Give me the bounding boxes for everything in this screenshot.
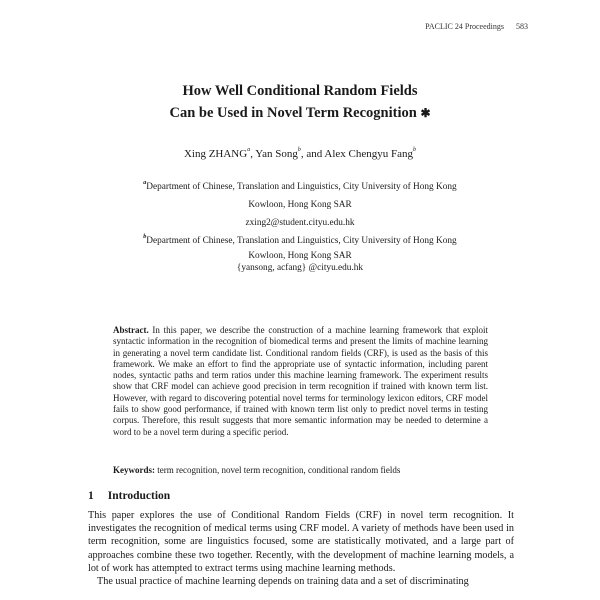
running-header: [415, 22, 528, 31]
page-number: 583: [516, 22, 528, 31]
author-separator: , and: [300, 148, 325, 160]
title-line-2-text: Can be Used in Novel Term Recognition: [169, 105, 417, 121]
keywords-label: Keywords:: [113, 465, 155, 475]
author-name: Alex Chengyu Fang: [324, 148, 414, 160]
keywords: [113, 465, 493, 475]
affiliation-b-dept: [0, 234, 600, 246]
title-line-1: How Well Conditional Random Fields: [182, 83, 418, 99]
keywords-text: term recognition, novel term recognition, conditional random fields: [155, 465, 401, 475]
body-text: [88, 509, 514, 588]
section-heading: [88, 490, 170, 502]
affiliation-mark: b: [143, 234, 147, 240]
affiliation-a-city: Kowloon, Hong Kong SAR: [248, 200, 352, 210]
affiliation-mark: a: [143, 180, 147, 186]
author-mark: a: [247, 147, 251, 153]
author-separator: ,: [250, 148, 256, 160]
abstract: [113, 325, 488, 438]
section-title: Introduction: [107, 490, 171, 502]
abstract-text: In this paper, we describe the construction of a machine learning framework that exploit syntactic information in the recognition of biomedical terms and present the limits of machine learning in generating a novel term candidate list. Conditional random fields (CRF), is used as the basis of this framework. We make an effort to find the appropriate use of syntactic information, including parent nodes, syntactic paths and term ratios under this machine learning framework. The experiment results show that CRF model can achieve good precision in term recognition if trained with known term list. However, with regard to discovering potential novel terms for terminology lexicon editors, CRF model fails to show good performance, if trained with known term list only to predict novel terms in testing corpus. Therefore, this result suggests that more semantic information may be needed to determine a word to be a novel term during a specific period.: [113, 325, 488, 437]
title-footnote-star: ✱: [420, 106, 431, 120]
section-number: 1: [88, 490, 94, 502]
affiliation-b-email: {yansong, acfang} @cityu.edu.hk: [236, 263, 364, 273]
affiliation-a-dept: [0, 180, 600, 192]
paragraph: The usual practice of machine learning depends on training data and a set of discriminating: [97, 576, 469, 588]
author-name: Xing ZHANG: [183, 148, 248, 160]
affiliation-dept: Department of Chinese, Translation and Linguistics, City University of Hong Kong: [146, 236, 457, 246]
affiliation-b-city: Kowloon, Hong Kong SAR: [248, 251, 352, 261]
venue-label: PACLIC 24 Proceedings: [425, 22, 504, 31]
author-mark: b: [413, 147, 417, 153]
author-list: [0, 147, 600, 160]
title-line-2: [0, 102, 600, 124]
affiliation-a-email: zxing2@student.cityu.edu.hk: [245, 218, 355, 228]
abstract-label: Abstract.: [113, 325, 149, 335]
paragraph: This paper explores the use of Conditional Random Fields (CRF) in novel term recognition. It investigates the recognition of medical terms using CRF model. A variety of methods have been used in term recognition, some are linguistics focused, some are statistically motivated, and a large part of approaches combine these two together. Recently, with the development of machine learning models, a lot of work has attempted to extract terms using machine learning methods.: [88, 510, 514, 574]
author-mark: b: [297, 147, 301, 153]
paper-title: [0, 80, 600, 124]
author-name: Yan Song: [255, 148, 298, 160]
affiliation-dept: Department of Chinese, Translation and Linguistics, City University of Hong Kong: [146, 182, 457, 192]
